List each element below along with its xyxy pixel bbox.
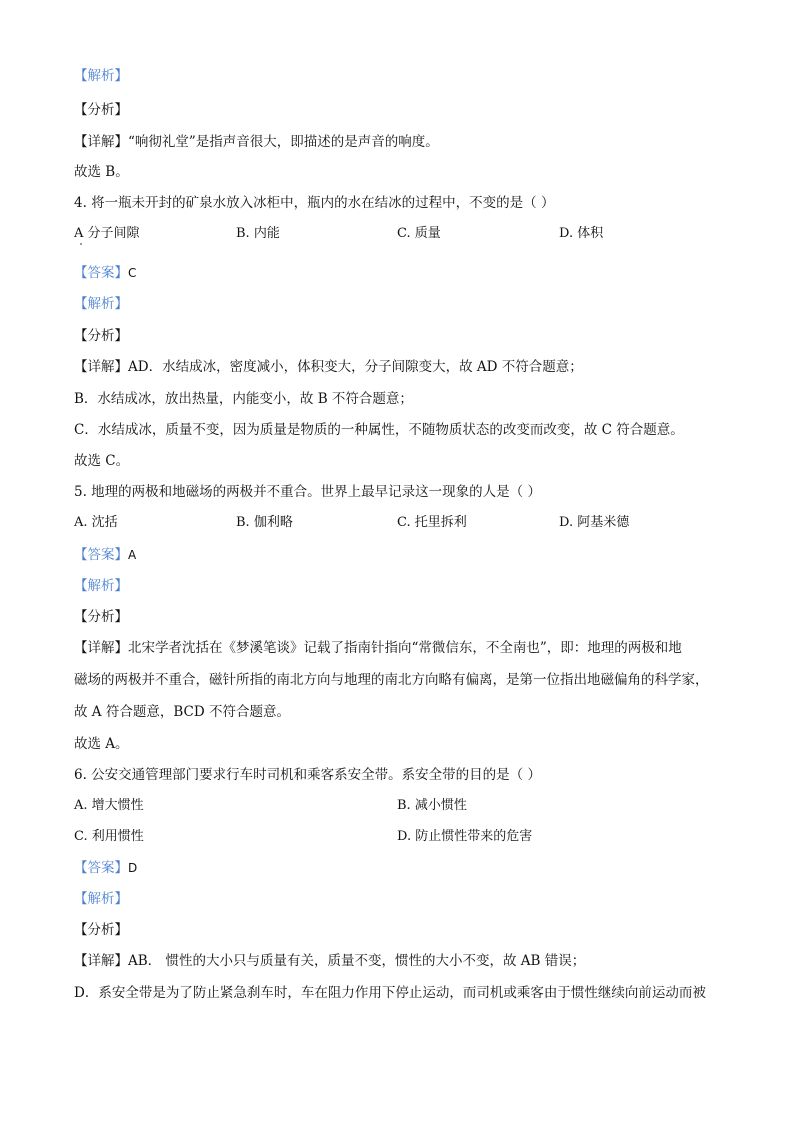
detail-tag: 【详解】 — [74, 953, 128, 969]
fenxi-tag: 【分析】 — [74, 609, 128, 625]
answer-value: C — [128, 266, 137, 280]
choose-line: 故选 B。 — [74, 164, 129, 180]
q5-option-a: A. 沈括 — [74, 515, 118, 530]
answer-tag: 【答案】 — [74, 265, 128, 281]
q4-option-d: D. 体积 — [559, 226, 604, 241]
question-4: 4. 将一瓶未开封的矿泉水放入冰柜中，瓶内的水在结冰的过程中，不变的是（ ） — [74, 195, 555, 211]
analysis-tag: 【解析】 — [74, 296, 128, 312]
stray-dot — [80, 243, 82, 245]
detail-line: 磁场的两极并不重合，磁针所指的南北方向与地理的南北方向略有偏离，是第一位指出地磁偏角的科学家， — [74, 672, 709, 688]
detail-line: 故 A 符合题意，BCD 不符合题意。 — [74, 704, 290, 720]
choose-line: 故选 C。 — [74, 453, 130, 469]
detail-text: 北宋学者沈括在《梦溪笔谈》记载了指南针指向“常微信东，不全南也”，即：地理的两极和地 — [128, 640, 682, 656]
q5-option-b: B. 伽利略 — [236, 515, 293, 530]
detail-line — [74, 952, 585, 970]
detail-tag: 【详解】 — [74, 359, 128, 375]
detail-line — [74, 133, 439, 151]
analysis-tag: 【解析】 — [74, 68, 128, 84]
q5-option-c: C. 托里拆利 — [397, 515, 467, 530]
detail-line: C．水结成冰，质量不变，因为质量是物质的一种属性，不随物质状态的改变而改变，故 C 符合题意。 — [74, 422, 684, 438]
question-5: 5. 地理的两极和地磁场的两极并不重合。世界上最早记录这一现象的人是（ ） — [74, 484, 541, 500]
detail-text: “响彻礼堂”是指声音很大，即描述的是声音的响度。 — [128, 134, 439, 150]
detail-line: D．系安全带是为了防止紧急刹车时，车在阻力作用下停止运动，而司机或乘客由于惯性继续向前运动而被 — [74, 985, 706, 1001]
answer-tag: 【答案】 — [74, 860, 128, 876]
q4-option-c: C. 质量 — [397, 226, 441, 241]
analysis-tag: 【解析】 — [74, 891, 128, 907]
detail-text: AB． 惯性的大小只与质量有关，质量不变，惯性的大小不变，故 AB 错误； — [128, 953, 586, 969]
choose-line: 故选 A。 — [74, 736, 129, 752]
q5-answer-line — [74, 546, 136, 564]
q4-answer-line — [74, 264, 136, 282]
fenxi-tag: 【分析】 — [74, 102, 128, 118]
q6-answer-line — [74, 859, 137, 877]
q4-option-a: A 分子间隙 — [74, 226, 140, 241]
q5-option-d: D. 阿基米德 — [559, 515, 630, 530]
q6-option-d: D. 防止惯性带来的危害 — [397, 829, 533, 844]
q4-option-b: B. 内能 — [236, 226, 280, 241]
q6-option-c: C. 利用惯性 — [74, 829, 144, 844]
answer-tag: 【答案】 — [74, 547, 128, 563]
answer-value: D — [128, 861, 138, 875]
detail-text: AD．水结成冰，密度减小，体积变大，分子间隙变大，故 AD 不符合题意； — [128, 359, 583, 375]
question-6: 6. 公安交通管理部门要求行车时司机和乘客系安全带。系安全带的目的是（ ） — [74, 767, 541, 783]
fenxi-tag: 【分析】 — [74, 922, 128, 938]
q6-option-b: B. 减小惯性 — [397, 798, 467, 813]
analysis-tag: 【解析】 — [74, 578, 128, 594]
detail-tag: 【详解】 — [74, 134, 128, 150]
answer-value: A — [128, 548, 137, 562]
detail-tag: 【详解】 — [74, 640, 128, 656]
detail-line — [74, 639, 682, 657]
detail-line — [74, 358, 583, 376]
q6-option-a: A. 增大惯性 — [74, 798, 144, 813]
fenxi-tag: 【分析】 — [74, 328, 128, 344]
detail-line: B．水结成冰，放出热量，内能变小，故 B 不符合题意； — [74, 391, 413, 407]
